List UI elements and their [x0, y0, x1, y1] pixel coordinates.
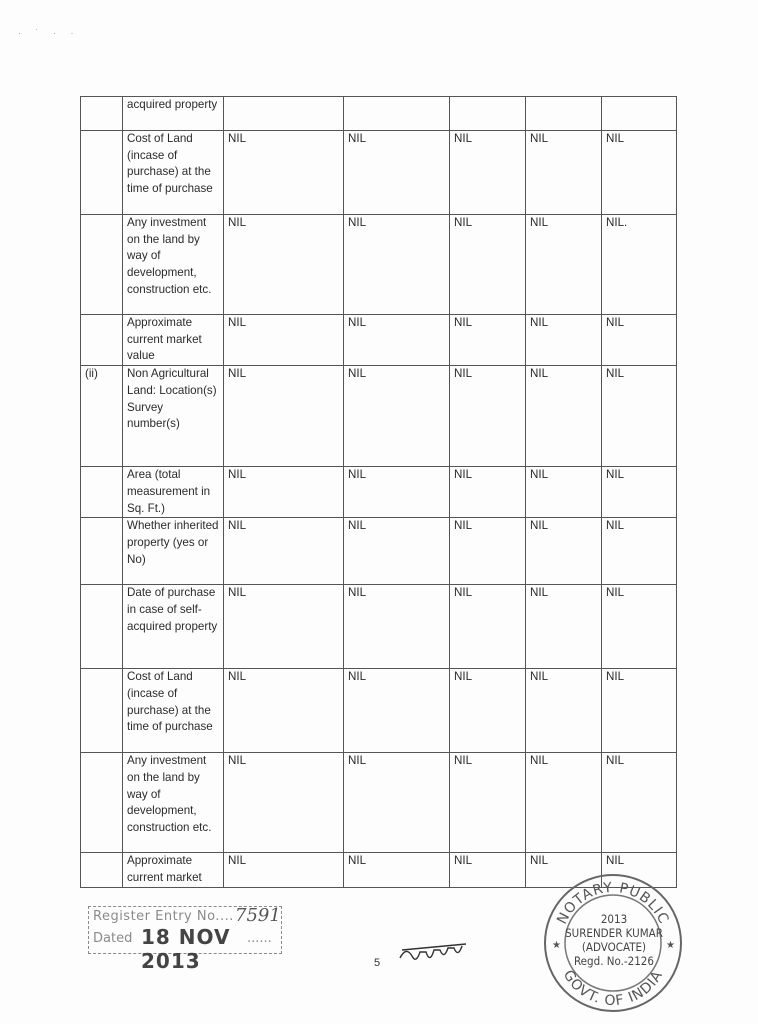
- value-cell: NIL: [526, 585, 602, 669]
- value-cell: NIL.: [602, 215, 677, 315]
- notary-seal-top-text: NOTARY PUBLIC: [554, 879, 672, 927]
- value-cell: NIL: [602, 753, 677, 853]
- value-cell: NIL: [602, 131, 677, 215]
- svg-text:★: ★: [666, 940, 675, 951]
- row-number-cell: [81, 315, 123, 366]
- value-cell: NIL: [450, 315, 526, 366]
- notary-seal-bottom-text: GOVT. OF INDIA: [559, 967, 667, 1010]
- row-label-cell: Date of purchase in case of self-acquired property: [123, 585, 224, 669]
- value-cell: NIL: [224, 853, 344, 887]
- table-row: [81, 131, 677, 215]
- table-row: [81, 315, 677, 366]
- value-cell: NIL: [344, 518, 450, 585]
- value-cell: NIL: [602, 853, 677, 887]
- row-number-cell: [81, 585, 123, 669]
- value-cell: NIL: [450, 753, 526, 853]
- row-label-cell: Approximate current market: [123, 853, 224, 887]
- row-label-cell: Any investment on the land by way of development, construction etc.: [123, 215, 224, 315]
- row-label-cell: Approximate current market value: [123, 315, 224, 366]
- value-cell: NIL: [224, 753, 344, 853]
- value-cell: NIL: [224, 518, 344, 585]
- value-cell: NIL: [602, 669, 677, 753]
- value-cell: NIL: [526, 853, 602, 887]
- value-cell: NIL: [224, 467, 344, 518]
- register-entry-stamp: [88, 905, 282, 973]
- table-row: [81, 518, 677, 585]
- value-cell: NIL: [344, 366, 450, 467]
- row-number-cell: [81, 518, 123, 585]
- value-cell: NIL: [602, 518, 677, 585]
- row-label-cell: acquired property: [123, 97, 224, 131]
- value-cell: NIL: [602, 366, 677, 467]
- value-cell: NIL: [224, 215, 344, 315]
- value-cell: NIL: [602, 585, 677, 669]
- row-number-cell: [81, 853, 123, 887]
- dated-label: Dated: [93, 931, 133, 946]
- svg-text:GOVT. OF INDIA: [560, 968, 667, 1010]
- dated-value: 18 NOV 2013: [141, 925, 231, 973]
- value-cell: NIL: [224, 366, 344, 467]
- value-cell: NIL: [526, 366, 602, 467]
- table-row: [81, 753, 677, 853]
- page-number: 5: [374, 957, 381, 969]
- assets-table-body: [81, 97, 677, 888]
- row-label-cell: Cost of Land (incase of purchase) at the time of purchase: [123, 669, 224, 753]
- register-entry-number: 7591: [235, 905, 281, 926]
- value-cell: NIL: [344, 215, 450, 315]
- row-number-cell: [81, 467, 123, 518]
- register-entry-label: Register Entry No....: [93, 909, 234, 924]
- value-cell: NIL: [344, 753, 450, 853]
- value-cell: NIL: [526, 753, 602, 853]
- table-row: [81, 97, 677, 131]
- value-cell: NIL: [344, 315, 450, 366]
- value-cell: NIL: [450, 366, 526, 467]
- table-row: [81, 467, 677, 518]
- value-cell: NIL: [224, 315, 344, 366]
- value-cell: NIL: [344, 585, 450, 669]
- value-cell: [526, 97, 602, 131]
- table-row: [81, 366, 677, 467]
- value-cell: NIL: [344, 131, 450, 215]
- value-cell: NIL: [450, 518, 526, 585]
- assets-table: [80, 96, 677, 888]
- row-label-cell: Any investment on the land by way of development, construction etc.: [123, 753, 224, 853]
- handwritten-signature: [396, 938, 470, 972]
- value-cell: NIL: [602, 315, 677, 366]
- row-label-cell: Whether inherited property (yes or No): [123, 518, 224, 585]
- value-cell: NIL: [526, 215, 602, 315]
- value-cell: NIL: [450, 669, 526, 753]
- value-cell: NIL: [450, 131, 526, 215]
- svg-text:★: ★: [552, 940, 561, 951]
- value-cell: NIL: [450, 853, 526, 887]
- notary-seal-center: [564, 912, 664, 968]
- value-cell: NIL: [450, 467, 526, 518]
- scan-specks: · ˙ · ·: [18, 28, 80, 38]
- row-label-cell: Cost of Land (incase of purchase) at the time of purchase: [123, 131, 224, 215]
- notary-year: 2013: [600, 912, 628, 926]
- notary-regd: Regd. No.-2126: [574, 954, 654, 968]
- value-cell: NIL: [344, 669, 450, 753]
- table-row: [81, 215, 677, 315]
- value-cell: [602, 97, 677, 131]
- value-cell: NIL: [526, 669, 602, 753]
- row-number-cell: [81, 669, 123, 753]
- value-cell: NIL: [526, 131, 602, 215]
- row-label-cell: Area (total measurement in Sq. Ft.): [123, 467, 224, 518]
- row-number-cell: [81, 753, 123, 853]
- table-row: [81, 669, 677, 753]
- table-row: [81, 585, 677, 669]
- dated-trail: ......: [247, 931, 272, 946]
- notary-name: SURENDER KUMAR: [565, 926, 663, 940]
- row-number-cell: [81, 97, 123, 131]
- value-cell: NIL: [450, 585, 526, 669]
- value-cell: [224, 97, 344, 131]
- value-cell: NIL: [224, 669, 344, 753]
- value-cell: NIL: [224, 585, 344, 669]
- value-cell: NIL: [450, 215, 526, 315]
- value-cell: NIL: [344, 853, 450, 887]
- notary-title: (ADVOCATE): [581, 940, 647, 954]
- value-cell: [344, 97, 450, 131]
- row-label-cell: Non Agricultural Land: Location(s) Survey number(s): [123, 366, 224, 467]
- value-cell: [450, 97, 526, 131]
- value-cell: NIL: [602, 467, 677, 518]
- value-cell: NIL: [344, 467, 450, 518]
- value-cell: NIL: [526, 467, 602, 518]
- row-number-cell: (ii): [81, 366, 123, 467]
- value-cell: NIL: [526, 518, 602, 585]
- row-number-cell: [81, 215, 123, 315]
- value-cell: NIL: [224, 131, 344, 215]
- row-number-cell: [81, 131, 123, 215]
- value-cell: NIL: [526, 315, 602, 366]
